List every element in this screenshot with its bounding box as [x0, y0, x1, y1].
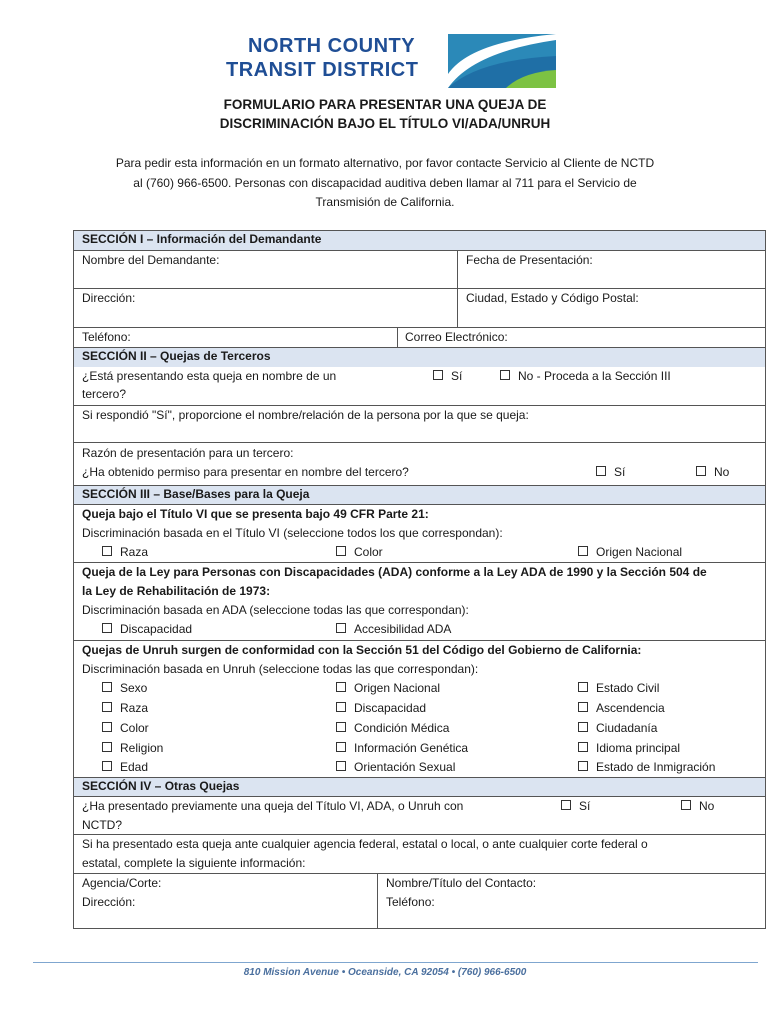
unruh-option[interactable] — [102, 720, 149, 737]
option-label: Estado Civil — [596, 681, 660, 695]
checkbox-icon[interactable] — [102, 546, 112, 556]
footer-address: 810 Mission Avenue • Oceanside, CA 92054 • (760) 966-6500 — [243, 967, 527, 978]
s3-unruh-block — [74, 640, 765, 777]
no-label: No — [714, 465, 730, 479]
s2-row-third-party — [74, 367, 765, 405]
option-label: Origen Nacional — [354, 681, 441, 695]
option-label: Ciudadanía — [596, 721, 658, 735]
title-line1: FORMULARIO PARA PRESENTAR UNA QUEJA DE — [223, 97, 547, 112]
form-title — [0, 95, 770, 133]
checkbox-icon[interactable] — [500, 370, 510, 380]
option-label: Accesibilidad ADA — [354, 622, 452, 636]
yes-label: Sí — [614, 465, 626, 479]
unruh-option[interactable] — [336, 700, 426, 717]
checkbox-icon[interactable] — [336, 742, 346, 752]
section-4-header: SECCIÓN IV – Otras Quejas — [74, 777, 765, 796]
checkbox-icon[interactable] — [578, 702, 588, 712]
claimant-name-label: Nombre del Demandante: — [82, 253, 220, 267]
unruh-option[interactable] — [578, 720, 657, 737]
permission-yes-option[interactable] — [596, 464, 625, 481]
option-label: Sexo — [120, 681, 148, 695]
title6-race-option[interactable] — [102, 544, 148, 561]
s1-row-address — [74, 288, 765, 327]
unruh-option[interactable] — [578, 680, 659, 697]
checkbox-icon[interactable] — [102, 761, 112, 771]
s4-row-previous — [74, 796, 765, 834]
option-label: Raza — [120, 545, 149, 559]
option-label: Idioma principal — [596, 741, 681, 755]
unruh-instructions: Discriminación basada en Unruh (seleccione todas las que correspondan): — [82, 662, 479, 676]
checkbox-icon[interactable] — [596, 466, 606, 476]
option-label: Discapacidad — [120, 622, 193, 636]
agency-note-line2: estatal, complete la siguiente información: — [82, 856, 306, 870]
checkbox-icon[interactable] — [578, 546, 588, 556]
checkbox-icon[interactable] — [336, 702, 346, 712]
third-party-yes-option[interactable] — [433, 368, 462, 385]
intro-line3: Transmisión de California. — [315, 195, 455, 209]
address-label: Dirección: — [82, 291, 136, 305]
no-label: No — [699, 799, 715, 813]
title6-instructions: Discriminación basada en el Título VI (seleccione todos los que correspondan): — [82, 526, 503, 540]
option-label: Estado de Inmigración — [596, 760, 716, 774]
s1-row-name — [74, 250, 765, 288]
checkbox-icon[interactable] — [102, 722, 112, 732]
permission-no-option[interactable] — [696, 464, 729, 481]
s1-row-phone — [74, 327, 765, 347]
intro-line1: Para pedir esta información en un formato alternativo, por favor contacte Servicio al Cliente de NCTD — [115, 156, 655, 170]
checkbox-icon[interactable] — [336, 623, 346, 633]
agency-phone-label: Teléfono: — [386, 895, 435, 909]
unruh-option[interactable] — [578, 700, 665, 717]
s3-title6-block — [74, 504, 765, 562]
ada-instructions: Discriminación basada en ADA (seleccione todas las que correspondan): — [82, 603, 469, 617]
ada-accessibility-option[interactable] — [336, 621, 451, 638]
third-party-no-option[interactable] — [500, 368, 671, 385]
unruh-option[interactable] — [102, 680, 147, 697]
third-party-question-line1: ¿Está presentando esta queja en nombre de un — [82, 369, 337, 383]
checkbox-icon[interactable] — [578, 722, 588, 732]
checkbox-icon[interactable] — [336, 682, 346, 692]
intro-paragraph — [70, 154, 700, 213]
checkbox-icon[interactable] — [336, 761, 346, 771]
ada-heading-line2: la Ley de Rehabilitación de 1973: — [82, 584, 271, 598]
title-line2: DISCRIMINACIÓN BAJO EL TÍTULO VI/ADA/UNRUH — [219, 116, 551, 131]
checkbox-icon[interactable] — [578, 682, 588, 692]
footer-divider — [33, 962, 758, 963]
section-2-header: SECCIÓN II – Quejas de Terceros — [74, 347, 765, 367]
checkbox-icon[interactable] — [336, 546, 346, 556]
relationship-question: Si respondió "Sí", proporcione el nombre/relación de la persona por la que se queja: — [82, 408, 529, 422]
checkbox-icon[interactable] — [102, 742, 112, 752]
city-state-zip-label: Ciudad, Estado y Código Postal: — [466, 291, 639, 305]
permission-question: ¿Ha obtenido permiso para presentar en nombre del tercero? — [82, 465, 409, 479]
unruh-option[interactable] — [336, 680, 440, 697]
s4-row-agency-details — [74, 873, 765, 928]
agency-address-label: Dirección: — [82, 895, 136, 909]
title6-heading: Queja bajo el Título VI que se presenta bajo 49 CFR Parte 21: — [82, 507, 429, 521]
title6-color-option[interactable] — [336, 544, 383, 561]
previous-no-option[interactable] — [681, 798, 714, 815]
checkbox-icon[interactable] — [102, 702, 112, 712]
unruh-option[interactable] — [336, 740, 468, 757]
checkbox-icon[interactable] — [561, 800, 571, 810]
s4-row-agency-note — [74, 834, 765, 873]
unruh-option[interactable] — [102, 700, 148, 717]
checkbox-icon[interactable] — [681, 800, 691, 810]
checkbox-icon[interactable] — [336, 722, 346, 732]
third-party-question-line2: tercero? — [82, 387, 127, 401]
option-label: Color — [354, 545, 383, 559]
s2-row-reason — [74, 442, 765, 485]
phone-label: Teléfono: — [82, 330, 131, 344]
logo-wave-icon — [448, 34, 558, 90]
title6-national-origin-option[interactable] — [578, 544, 682, 561]
yes-label: Sí — [451, 369, 463, 383]
unruh-option[interactable] — [336, 759, 455, 776]
option-label: Información Genética — [354, 741, 469, 755]
complaint-form — [73, 230, 766, 929]
logo-line2: TRANSIT DISTRICT — [226, 59, 419, 81]
unruh-option[interactable] — [578, 759, 715, 776]
checkbox-icon[interactable] — [102, 682, 112, 692]
checkbox-icon[interactable] — [696, 466, 706, 476]
option-label: Ascendencia — [596, 701, 665, 715]
checkbox-icon[interactable] — [578, 742, 588, 752]
unruh-option[interactable] — [336, 720, 449, 737]
contact-name-title-label: Nombre/Título del Contacto: — [386, 876, 537, 890]
unruh-option[interactable] — [102, 740, 163, 757]
reason-label: Razón de presentación para un tercero: — [82, 446, 294, 460]
filing-date-label: Fecha de Presentación: — [466, 253, 593, 267]
previous-yes-option[interactable] — [561, 798, 590, 815]
checkbox-icon[interactable] — [578, 761, 588, 771]
unruh-heading: Quejas de Unruh surgen de conformidad con la Sección 51 del Código del Gobierno de California: — [82, 643, 642, 657]
s3-ada-block — [74, 562, 765, 640]
no-proceed-label: No - Proceda a la Sección III — [518, 369, 671, 383]
previous-complaint-question-line1: ¿Ha presentado previamente una queja del Título VI, ADA, o Unruh con — [82, 799, 464, 813]
option-label: Religion — [120, 741, 164, 755]
previous-complaint-question-line2: NCTD? — [82, 818, 123, 832]
option-label: Condición Médica — [354, 721, 450, 735]
nctd-logo — [226, 34, 556, 90]
option-label: Edad — [120, 760, 149, 774]
ada-disability-option[interactable] — [102, 621, 192, 638]
option-label: Discapacidad — [354, 701, 427, 715]
option-label: Origen Nacional — [596, 545, 683, 559]
option-label: Raza — [120, 701, 149, 715]
logo-text — [226, 34, 418, 82]
unruh-option[interactable] — [102, 759, 148, 776]
email-label: Correo Electrónico: — [405, 330, 508, 344]
section-1-header: SECCIÓN I – Información del Demandante — [74, 231, 765, 250]
yes-label: Sí — [579, 799, 591, 813]
unruh-option[interactable] — [578, 740, 680, 757]
option-label: Color — [120, 721, 149, 735]
agency-court-label: Agencia/Corte: — [82, 876, 162, 890]
intro-line2: al (760) 966-6500. Personas con discapacidad auditiva deben llamar al 711 para el Servicio de — [133, 175, 637, 190]
logo-line1: NORTH COUNTY — [248, 35, 416, 57]
s2-row-relationship — [74, 405, 765, 442]
option-label: Orientación Sexual — [354, 760, 456, 774]
checkbox-icon[interactable] — [102, 623, 112, 633]
ada-heading-line1: Queja de la Ley para Personas con Discapacidades (ADA) conforme a la Ley ADA de 1990 y la Sección 504 de — [82, 565, 707, 579]
section-3-header: SECCIÓN III – Base/Bases para la Queja — [74, 485, 765, 504]
agency-note-line1: Si ha presentado esta queja ante cualquier agencia federal, estatal o local, o ante cualquier corte federal o — [82, 837, 648, 851]
checkbox-icon[interactable] — [433, 370, 443, 380]
